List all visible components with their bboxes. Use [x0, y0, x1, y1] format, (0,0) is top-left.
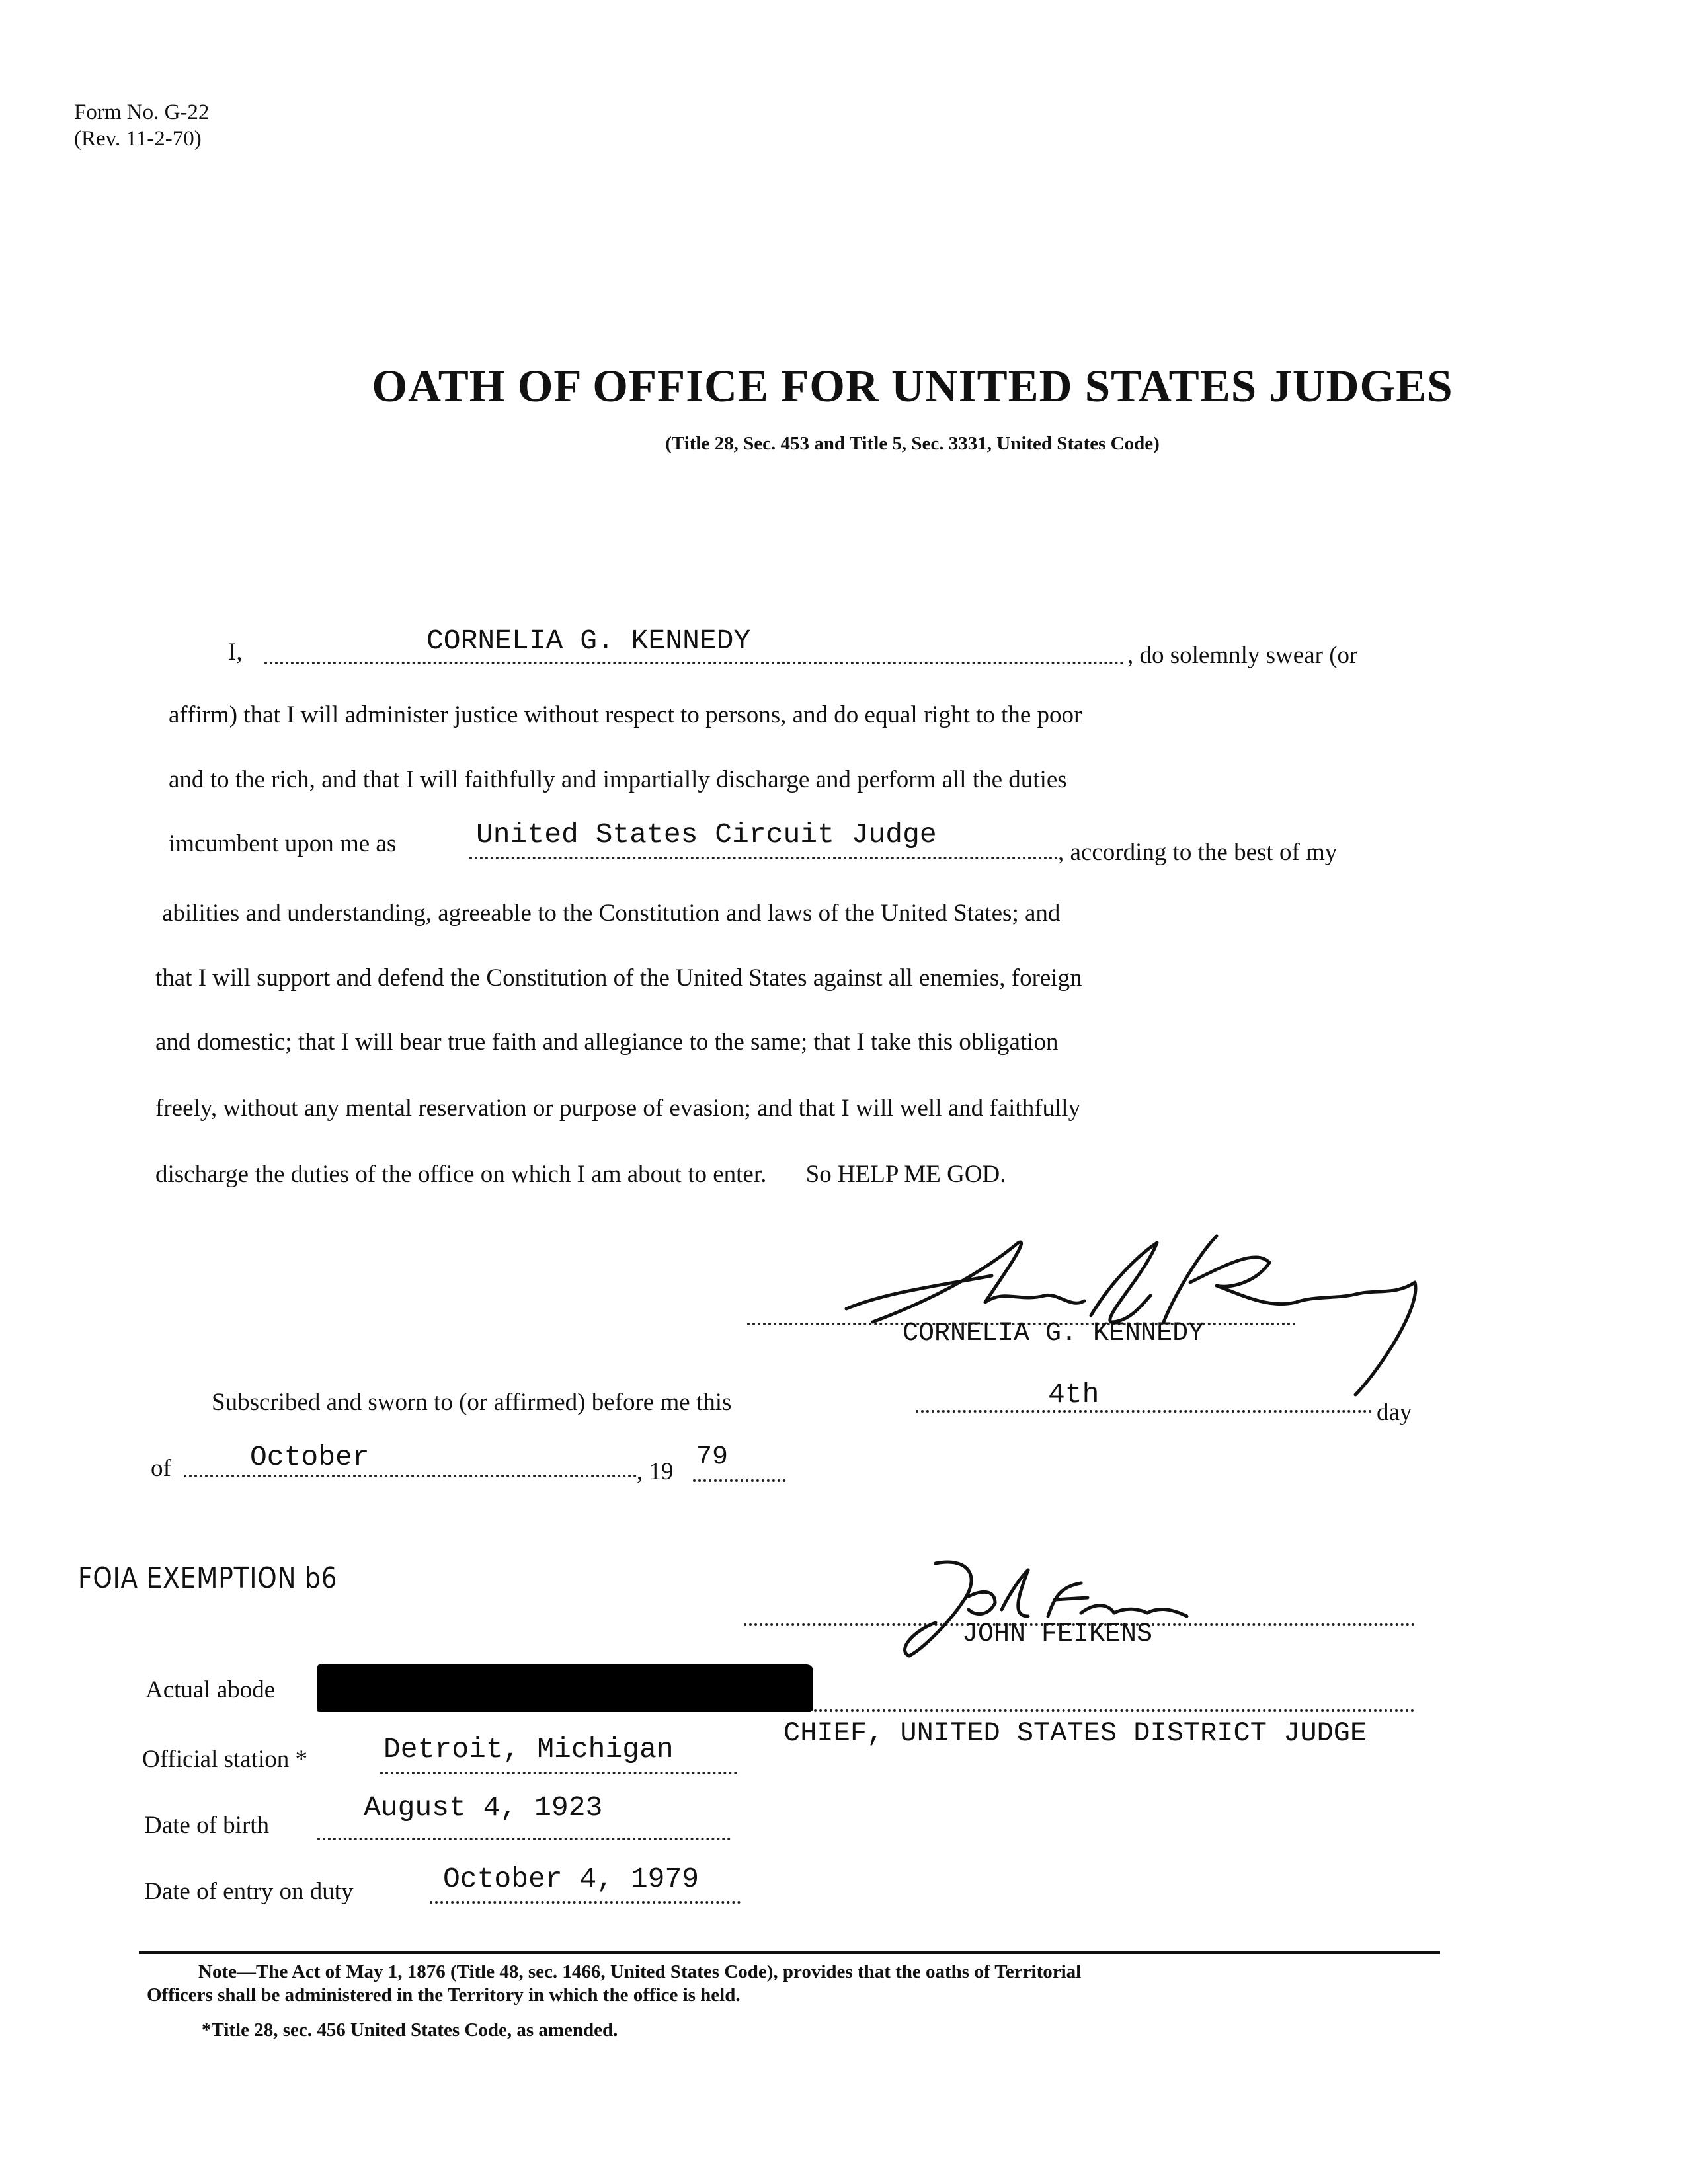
oath-line-1 — [228, 638, 243, 666]
station-value: Detroit, Michigan — [383, 1733, 674, 1766]
oath-line-9 — [155, 1160, 1006, 1189]
station-field — [380, 1733, 737, 1774]
sworn-day-field — [916, 1378, 1372, 1413]
sworn-day-suffix: day — [1377, 1399, 1412, 1426]
form-revision: (Rev. 11-2-70) — [74, 127, 202, 151]
office-field — [469, 818, 1058, 859]
abode-label: Actual abode — [145, 1676, 276, 1703]
oath-line-5: abilities and understanding, agreeable to the Constitution and laws of the United States; and — [162, 900, 1061, 927]
sworn-year-prefix: , 19 — [637, 1458, 674, 1485]
office-value: United States Circuit Judge — [476, 818, 937, 851]
oath-line-3: and to the rich, and that I will faithfully and impartially discharge and perform all the duties — [169, 766, 1067, 793]
entry-value: October 4, 1979 — [443, 1863, 700, 1895]
sworn-month-value: October — [250, 1441, 370, 1473]
footnote-line-2: Officers shall be administered in the Territory in which the office is held. — [147, 1984, 741, 2006]
oath-line-6: that I will support and defend the Constitution of the United States against all enemies, foreign — [155, 964, 1082, 992]
footnote-line-3: *Title 28, sec. 456 United States Code, as amended. — [202, 2019, 618, 2041]
oath-line-4-prefix: imcumbent upon me as — [169, 830, 397, 857]
oath-line-4-suffix: , according to the best of my — [1058, 839, 1338, 866]
oath-line-1-suffix: , do solemnly swear (or — [1127, 642, 1358, 669]
redaction-bar — [317, 1664, 813, 1712]
witness-title: CHIEF, UNITED STATES DISTRICT JUDGE — [783, 1717, 1367, 1749]
sworn-year-field — [693, 1442, 785, 1482]
sworn-month-field — [184, 1441, 637, 1477]
oath-prefix: I, — [228, 639, 243, 666]
dob-label: Date of birth — [144, 1812, 270, 1839]
entry-label: Date of entry on duty — [144, 1878, 354, 1905]
footnote-line-1: Note—The Act of May 1, 1876 (Title 48, sec. 1466, United States Code), provides that the oaths of Territorial — [198, 1961, 1082, 1982]
sworn-of-label: of — [151, 1455, 171, 1482]
form-number-block — [74, 99, 209, 152]
oath-line-9-text: discharge the duties of the office on which I am about to enter. — [155, 1161, 767, 1188]
oath-line-8: freely, without any mental reservation or purpose of evasion; and that I will well and faithfully — [155, 1095, 1081, 1122]
oath-closing: So HELP ME GOD. — [805, 1161, 1006, 1188]
oath-name-value: CORNELIA G. KENNEDY — [426, 625, 751, 657]
sworn-year-value: 79 — [696, 1442, 729, 1472]
oath-name-field — [264, 625, 1124, 664]
entry-field — [430, 1863, 741, 1904]
witness-signature — [896, 1550, 1207, 1669]
witness-typed-name: JOHN FEIKENS — [962, 1619, 1153, 1649]
dob-value: August 4, 1923 — [364, 1791, 603, 1824]
sworn-prefix: Subscribed and sworn to (or affirmed) before me this — [212, 1389, 732, 1416]
dob-field — [317, 1791, 731, 1840]
document-subtitle: (Title 28, Sec. 453 and Title 5, Sec. 3331, United States Code) — [665, 433, 1160, 454]
foia-exemption-stamp: FOIA EXEMPTION b6 — [78, 1561, 338, 1595]
signer-typed-name: CORNELIA G. KENNEDY — [903, 1319, 1205, 1348]
sworn-day-value: 4th — [1048, 1378, 1100, 1411]
oath-line-7: and domestic; that I will bear true faith and allegiance to the same; that I take this obligation — [155, 1029, 1059, 1056]
oath-line-2: affirm) that I will administer justice without respect to persons, and do equal right to the poor — [169, 701, 1082, 728]
station-label: Official station * — [142, 1746, 308, 1773]
document-title: OATH OF OFFICE FOR UNITED STATES JUDGES — [372, 361, 1453, 411]
footnote-divider — [139, 1951, 1440, 1954]
form-number: Form No. G-22 — [74, 100, 210, 124]
